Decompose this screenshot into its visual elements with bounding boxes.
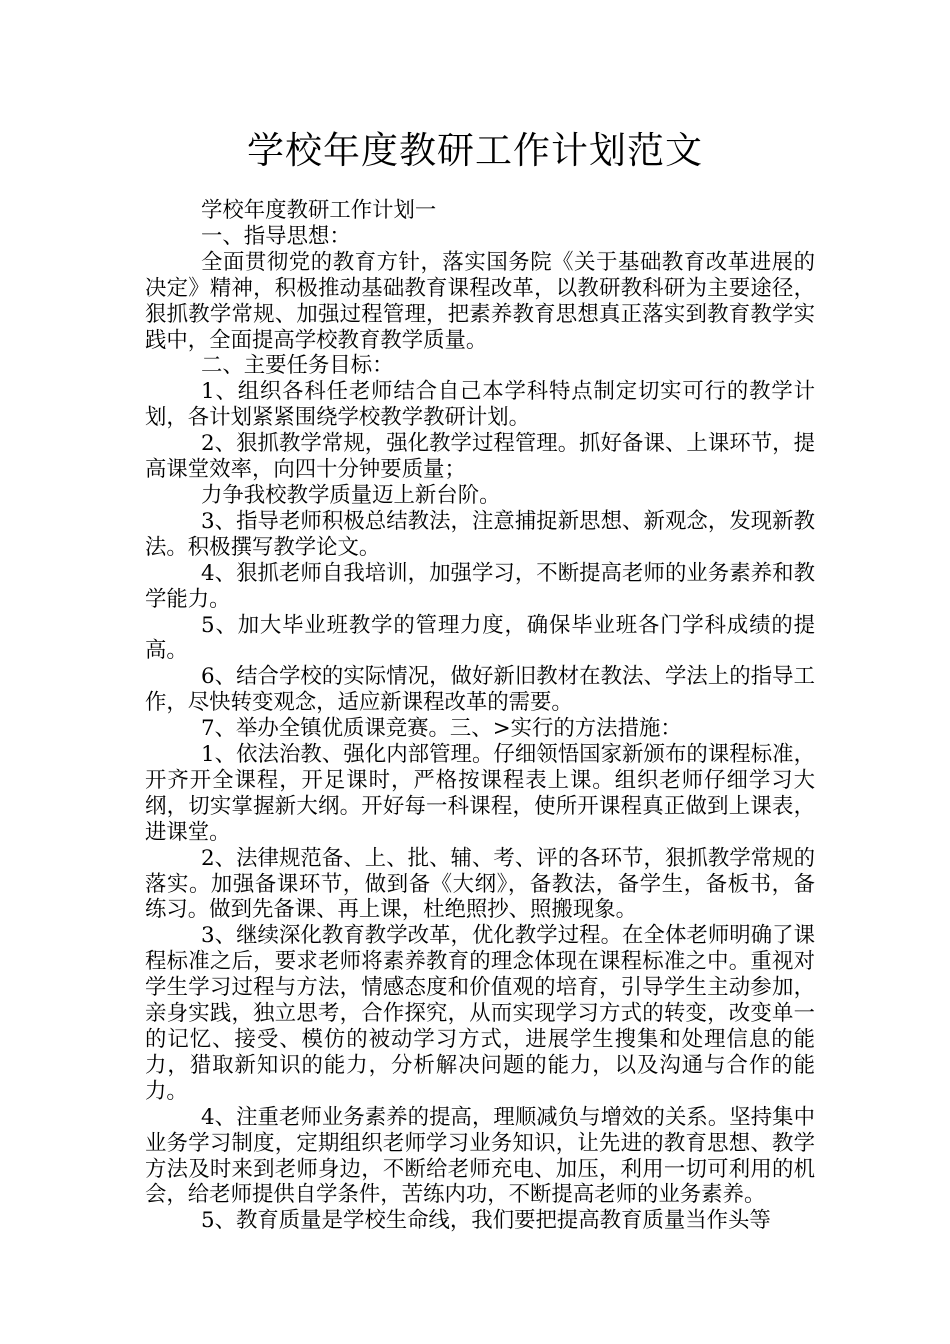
paragraph: 学校年度教研工作计划一 [201,198,437,223]
paragraph: 二、主要任务目标： [201,353,394,379]
paragraph: 7、举办全镇优质课竞赛。三、>实行的方法措施： [201,716,682,742]
paragraph: 1、依法治教、强化内部管理。仔细领悟国家新颁布的课程标准，开齐开全课程，开足课时，严格按课程表上课。组织老师仔细学习大纲，切实掌握新大纲。开好每一科课程，使所开课程真正做到上课表，进课堂。 [145,742,815,845]
document-body [145,198,815,1234]
paragraph: 1、组织各科任老师结合自己本学科特点制定切实可行的教学计划，各计划紧紧围绕学校教学教研计划。 [145,379,815,431]
paragraph: 4、狠抓老师自我培训，加强学习，不断提高老师的业务素养和教学能力。 [145,560,815,612]
paragraph: 6、结合学校的实际情况，做好新旧教材在教法、学法上的指导工作，尽快转变观念，适应新课程改革的需要。 [145,664,815,716]
paragraph: 5、教育质量是学校生命线，我们要把提高教育质量当作头等 [201,1208,771,1234]
paragraph: 2、法律规范备、上、批、辅、考、评的各环节，狠抓教学常规的落实。加强备课环节，做到备《大纲》，备教法，备学生，备板书，备练习。做到先备课、再上课，杜绝照抄、照搬现象。 [145,845,815,923]
paragraph: 5、加大毕业班教学的管理力度，确保毕业班各门学科成绩的提高。 [145,612,815,664]
paragraph: 4、注重老师业务素养的提高，理顺减负与增效的关系。坚持集中业务学习制度，定期组织老师学习业务知识，让先进的教育思想、教学方法及时来到老师身边，不断给老师充电、加压，利用一切可利用的机会，给老师提供自学条件，苦练内功，不断提高老师的业务素养。 [145,1104,815,1208]
paragraph: 全面贯彻党的教育方针，落实国务院《关于基础教育改革进展的决定》精神，积极推动基础教育课程改革，以教研教科研为主要途径，狠抓教学常规、加强过程管理，把素养教育思想真正落实到教育教学实践中，全面提高学校教育教学质量。 [145,249,815,353]
paragraph: 3、指导老师积极总结教法，注意捕捉新思想、新观念，发现新教法。积极撰写教学论文。 [145,508,815,560]
paragraph: 力争我校教学质量迈上新台阶。 [201,482,501,508]
paragraph: 3、继续深化教育教学改革，优化教学过程。在全体老师明确了课程标准之后，要求老师将素养教育的理念体现在课程标准之中。重视对学生学习过程与方法，情感态度和价值观的培育，引导学生主动参加，亲身实践，独立思考，合作探究，从而实现学习方式的转变，改变单一的记忆、接受、模仿的被动学习方式，进展学生搜集和处理信息的能力，猎取新知识的能力，分析解决问题的能力，以及沟通与合作的能力。 [145,923,815,1104]
paragraph: 2、狠抓教学常规，强化教学过程管理。抓好备课、上课环节，提高课堂效率，向四十分钟要质量； [145,431,815,483]
document-title: 学校年度教研工作计划范文 [247,129,703,172]
paragraph: 一、指导思想： [201,223,351,249]
